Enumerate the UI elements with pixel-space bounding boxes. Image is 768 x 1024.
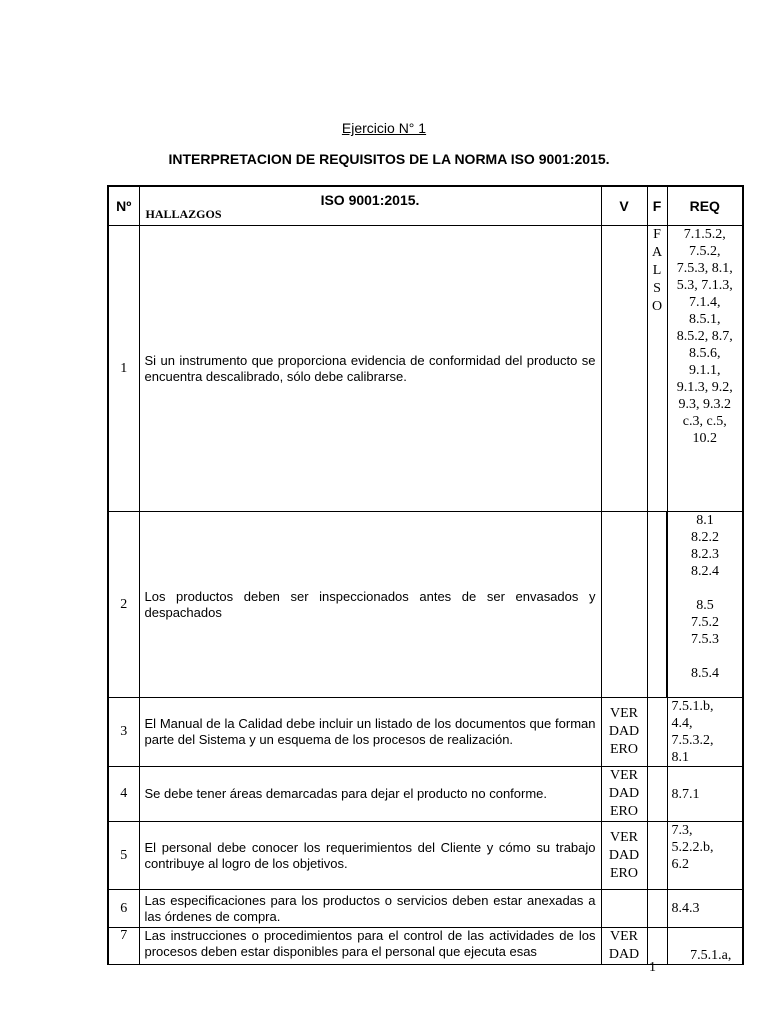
col-header-hallazgos: HALLAZGOS: [145, 207, 222, 221]
table-row: [108, 512, 743, 698]
table-row: [108, 698, 743, 767]
true-cell: [601, 226, 647, 512]
row-number: 3: [108, 698, 139, 767]
row-number: 1: [108, 226, 139, 512]
finding-text: El Manual de la Calidad debe incluir un listado de los documentos que forman parte del Sistema y un esquema de los procesos de realización.: [139, 698, 601, 767]
col-header-standard: ISO 9001:2015.: [320, 192, 420, 208]
col-header-v: V: [601, 186, 647, 226]
req-cell: 8.7.1: [667, 767, 743, 822]
finding-text: Si un instrumento que proporciona evidencia de conformidad del producto se encuentra descalibrado, sólo debe calibrarse.: [139, 226, 601, 512]
table-row: [108, 928, 743, 965]
req-cell: 7.3, 5.2.2.b, 6.2: [667, 822, 743, 890]
req-cell: 7.5.1.a,: [667, 928, 743, 965]
req-cell: 8.4.3: [667, 890, 743, 928]
table-row: [108, 822, 743, 890]
false-cell: [647, 822, 667, 890]
table-row: [108, 890, 743, 928]
col-header-f: F: [647, 186, 667, 226]
finding-text: El personal debe conocer los requerimientos del Cliente y cómo su trabajo contribuye al logro de los objetivos.: [139, 822, 601, 890]
false-cell: [647, 698, 667, 767]
row-number: 2: [108, 512, 139, 698]
page-number: 1: [649, 960, 656, 975]
req-cell: 7.5.1.b, 4.4, 7.5.3.2, 8.1: [667, 698, 743, 767]
main-title: INTERPRETACION DE REQUISITOS DE LA NORMA ISO 9001:2015.: [168, 151, 610, 167]
finding-text: Las especificaciones para los productos o servicios deben estar anexadas a las órdenes de compra.: [139, 890, 601, 928]
exercise-title: Ejercicio N° 1: [341, 120, 427, 136]
true-cell: VER DAD ERO: [601, 767, 647, 822]
finding-text: Los productos deben ser inspeccionados antes de ser envasados y despachados: [139, 512, 601, 698]
false-cell: [647, 512, 667, 698]
row-number: 5: [108, 822, 139, 890]
true-cell: VER DAD ERO: [601, 822, 647, 890]
table-row: [108, 226, 743, 512]
req-cell: 8.1 8.2.2 8.2.3 8.2.4 8.5 7.5.2 7.5.3 8.5.4: [667, 512, 743, 698]
row-number: 6: [108, 890, 139, 928]
true-cell: [601, 512, 647, 698]
false-cell: F A L S O: [647, 226, 667, 512]
false-cell: [647, 890, 667, 928]
table-header-row: [108, 186, 743, 226]
finding-text: Se debe tener áreas demarcadas para dejar el producto no conforme.: [139, 767, 601, 822]
col-header-req: REQ: [667, 186, 743, 226]
false-cell: [647, 767, 667, 822]
true-cell: VER DAD: [601, 928, 647, 965]
row-number: 4: [108, 767, 139, 822]
req-cell: 7.1.5.2, 7.5.2, 7.5.3, 8.1, 5.3, 7.1.3, 7.1.4, 8.5.1, 8.5.2, 8.7, 8.5.6, 9.1.1, 9.1.3, 9.2, 9.3, 9.3.2 c.3, c.5, 10.2: [667, 226, 743, 512]
false-cell: [647, 928, 667, 965]
table-row: [108, 767, 743, 822]
row-number: 7: [108, 928, 139, 965]
col-header-findings: [139, 186, 601, 226]
true-cell: [601, 890, 647, 928]
true-cell: VER DAD ERO: [601, 698, 647, 767]
col-header-no: Nº: [108, 186, 139, 226]
requirements-table: [107, 185, 744, 965]
finding-text: Las instrucciones o procedimientos para el control de las actividades de los procesos deben estar disponibles para el personal que ejecuta esas: [139, 928, 601, 965]
